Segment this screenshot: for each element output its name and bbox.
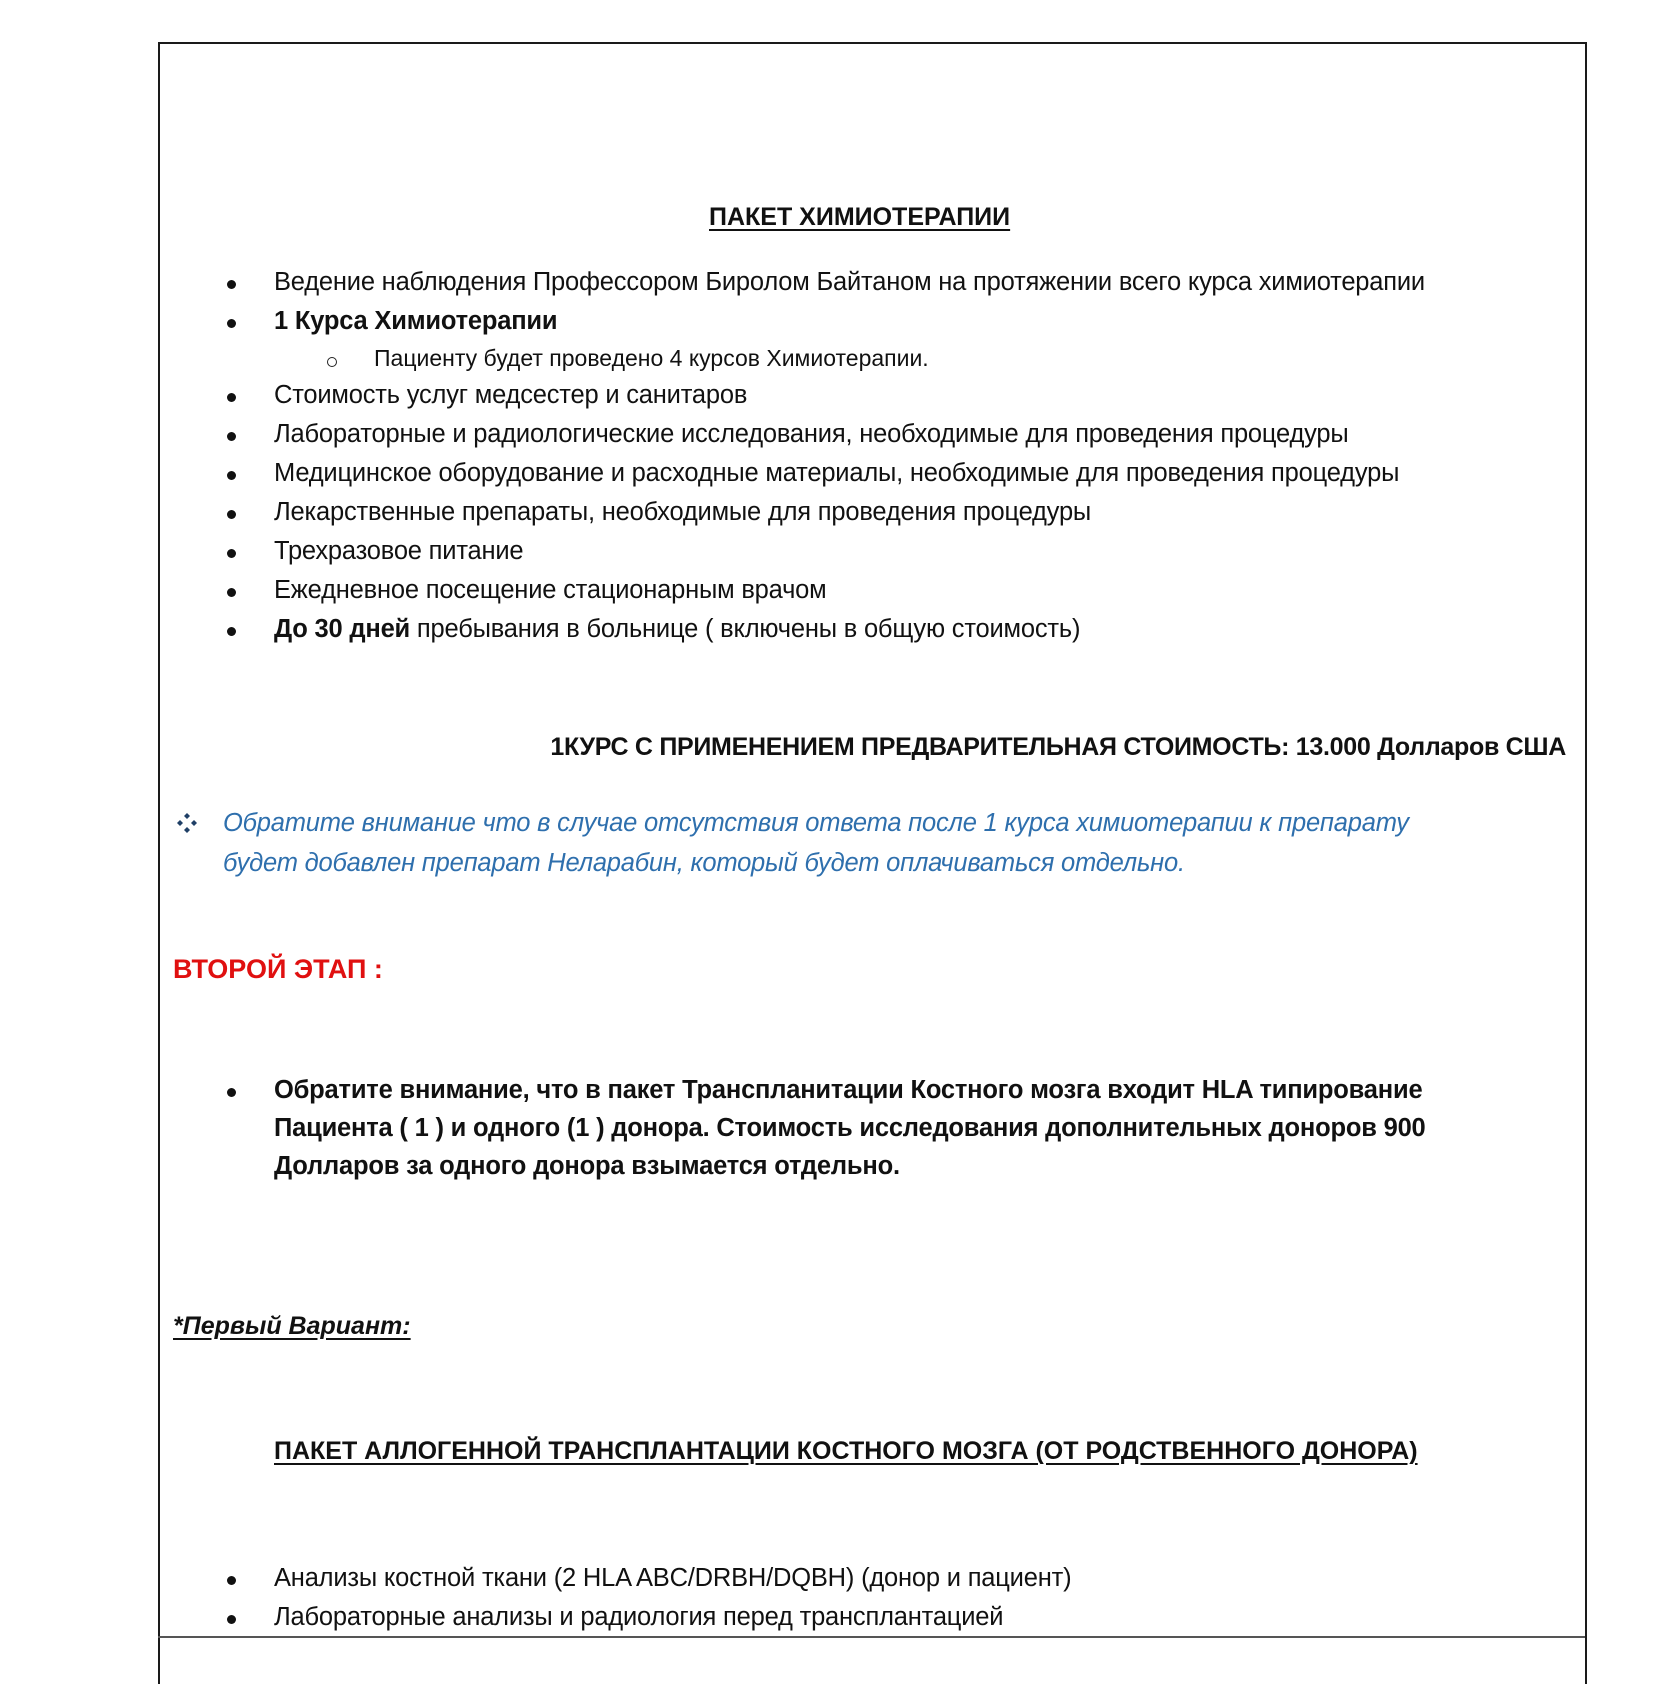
bullet-icon (227, 1576, 236, 1585)
chemo-subitem: Пациенту будет проведено 4 курсов Химиотерапии. (374, 345, 929, 371)
chemo-item: Ведение наблюдения Профессором Биролом Байтаном на протяжении всего курса химиотерапии (274, 268, 1425, 296)
bullet-icon (227, 319, 236, 328)
bullet-icon (227, 393, 236, 402)
nelarabine-note-line1: Обратите внимание что в случае отсутствия ответа после 1 курса химиотерапии к препарату (223, 809, 1409, 837)
allogeneic-item: Анализы костной ткани (2 HLA ABC/DRBH/DQBH) (донор и пациент) (274, 1564, 1072, 1592)
bullet-icon (227, 510, 236, 519)
bullet-icon (227, 471, 236, 480)
chemo-item: Лекарственные препараты, необходимые для проведения процедуры (274, 498, 1092, 526)
nelarabine-note-line2: будет добавлен препарат Неларабин, который будет оплачиваться отдельно. (223, 849, 1185, 877)
chemo-item: Стоимость услуг медсестер и санитаров (274, 381, 748, 409)
hla-note-line3: Долларов за одного донора взымается отдельно. (274, 1152, 900, 1180)
chemo-item-stay (274, 615, 1080, 644)
chemo-item: Лабораторные и радиологические исследования, необходимые для проведения процедуры (274, 420, 1349, 448)
bullet-icon (227, 1615, 236, 1624)
circle-bullet-icon (327, 357, 337, 367)
bullet-icon (227, 588, 236, 597)
hla-note-line2: Пациента ( 1 ) и одного (1 ) донора. Стоимость исследования дополнительных доноров 900 (274, 1114, 1426, 1142)
first-variant-label: *Первый Вариант: (173, 1312, 411, 1340)
chemo-price-line: 1КУРС С ПРИМЕНЕНИЕМ ПРЕДВАРИТЕЛЬНАЯ СТОИМОСТЬ: 13.000 Долларов США (550, 733, 1566, 761)
chemo-item: Трехразовое питание (274, 537, 524, 565)
chemo-item: Медицинское оборудование и расходные материалы, необходимые для проведения процедуры (274, 459, 1400, 487)
hla-note-line1: Обратите внимание, что в пакет Транспланитации Костного мозга входит HLA типирование (274, 1076, 1423, 1104)
stay-duration: До 30 дней (274, 615, 411, 643)
diamond-cluster-icon (176, 812, 198, 834)
bullet-icon (227, 627, 236, 636)
bullet-icon (227, 549, 236, 558)
bullet-icon (227, 432, 236, 441)
chemo-package-title: ПАКЕТ ХИМИОТЕРАПИИ (709, 203, 1011, 231)
stay-description: пребывания в больнице ( включены в общую стоимость) (410, 615, 1081, 643)
allogeneic-package-title: ПАКЕТ АЛЛОГЕННОЙ ТРАНСПЛАНТАЦИИ КОСТНОГО МОЗГА (ОТ РОДСТВЕННОГО ДОНОРА) (274, 1437, 1418, 1465)
second-stage-heading: ВТОРОЙ ЭТАП : (173, 954, 383, 984)
bullet-icon (227, 1088, 236, 1097)
allogeneic-item: Лабораторные анализы и радиология перед трансплантацией (274, 1603, 1004, 1631)
bullet-icon (227, 280, 236, 289)
page-bottom-rule (158, 1636, 1585, 1638)
chemo-item-courses: 1 Курса Химиотерапии (274, 307, 558, 335)
chemo-item: Ежедневное посещение стационарным врачом (274, 576, 827, 604)
